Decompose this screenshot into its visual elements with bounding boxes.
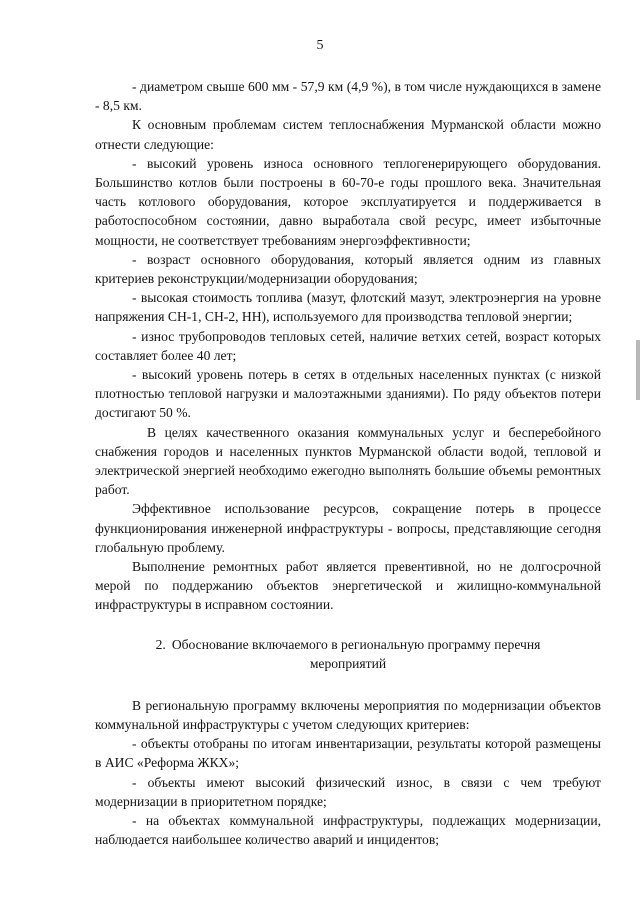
- paragraph-pipeline-wear: - износ трубопроводов тепловых сетей, наличие ветхих сетей, возраст которых составляет более 40 лет;: [95, 328, 601, 363]
- paragraph-repair-works: Выполнение ремонтных работ является превентивной, но не долгосрочной мерой по поддержанию объектов энергетической и жилищно-коммунальной инфраструктуры в исправном состоянии.: [95, 559, 601, 613]
- section-heading: [95, 635, 601, 674]
- section-title: Обоснование включаемого в региональную программу перечня мероприятий: [171, 636, 541, 672]
- paragraph-equipment-age: - возраст основного оборудования, который является одним из главных критериев реконструкции/модернизации оборудования;: [95, 251, 601, 287]
- paragraph-criteria-intro: В региональную программу включены мероприятия по модернизации объектов коммунальной инфраструктуры с учетом следующих критериев:: [95, 697, 601, 732]
- scan-edge-mark: [636, 340, 640, 400]
- paragraph-utility-services: В целях качественного оказания коммунальных услуг и бесперебойного снабжения городов и населенных пунктов Мурманской области водой, тепловой и электрической энергией необходимо ежегодно выполнять большие объемы ремонтных работ.: [95, 424, 601, 498]
- paragraph-main-problems-intro: К основным проблемам систем теплоснабжения Мурманской области можно отнести следующие:: [95, 117, 601, 152]
- paragraph-equipment-wear: - высокий уровень износа основного теплогенерирующего оборудования. Большинство котлов были построены в 60-70-е годы прошлого века. Значительная часть котлового оборудования, которое эксплуатируется и поддерживается в работоспособном состоянии, давно выработала свой ресурс, имеет избыточные мощности, не соответствует требованиям энергоэффективности;: [95, 155, 601, 248]
- paragraph-criterion-wear: - объекты имеют высокий физический износ, в связи с чем требуют модернизации в приоритетном порядке;: [95, 774, 601, 809]
- document-body: [95, 77, 601, 849]
- paragraph-resource-efficiency: Эффективное использование ресурсов, сокращение потерь в процессе функционирования инженерной инфраструктуры - вопросы, представляющие сегодня глобальную проблему.: [95, 501, 601, 555]
- page-number: 5: [316, 38, 324, 53]
- paragraph-criterion-accidents: - на объектах коммунальной инфраструктуры, подлежащих модернизации, наблюдается наибольшее количество аварий и инцидентов;: [95, 812, 601, 848]
- paragraph-criterion-inventory: - объекты отобраны по итогам инвентаризации, результаты которой размещены в АИС «Реформа ЖКХ»;: [95, 736, 601, 771]
- paragraph-pipes-diameter-600: - диаметром свыше 600 мм - 57,9 км (4,9 %), в том числе нуждающихся в замене - 8,5 км.: [95, 79, 601, 114]
- paragraph-fuel-cost: - высокая стоимость топлива (мазут, флотский мазут, электроэнергия на уровне напряжения СН-1, СН-2, НН), используемого для производства тепловой энергии;: [95, 290, 601, 325]
- paragraph-network-losses: - высокий уровень потерь в сетях в отдельных населенных пунктах (с низкой плотностью тепловой нагрузки и малоэтажными зданиями). По ряду объектов потери достигают 50 %.: [95, 367, 601, 421]
- section-number: 2.: [155, 636, 166, 652]
